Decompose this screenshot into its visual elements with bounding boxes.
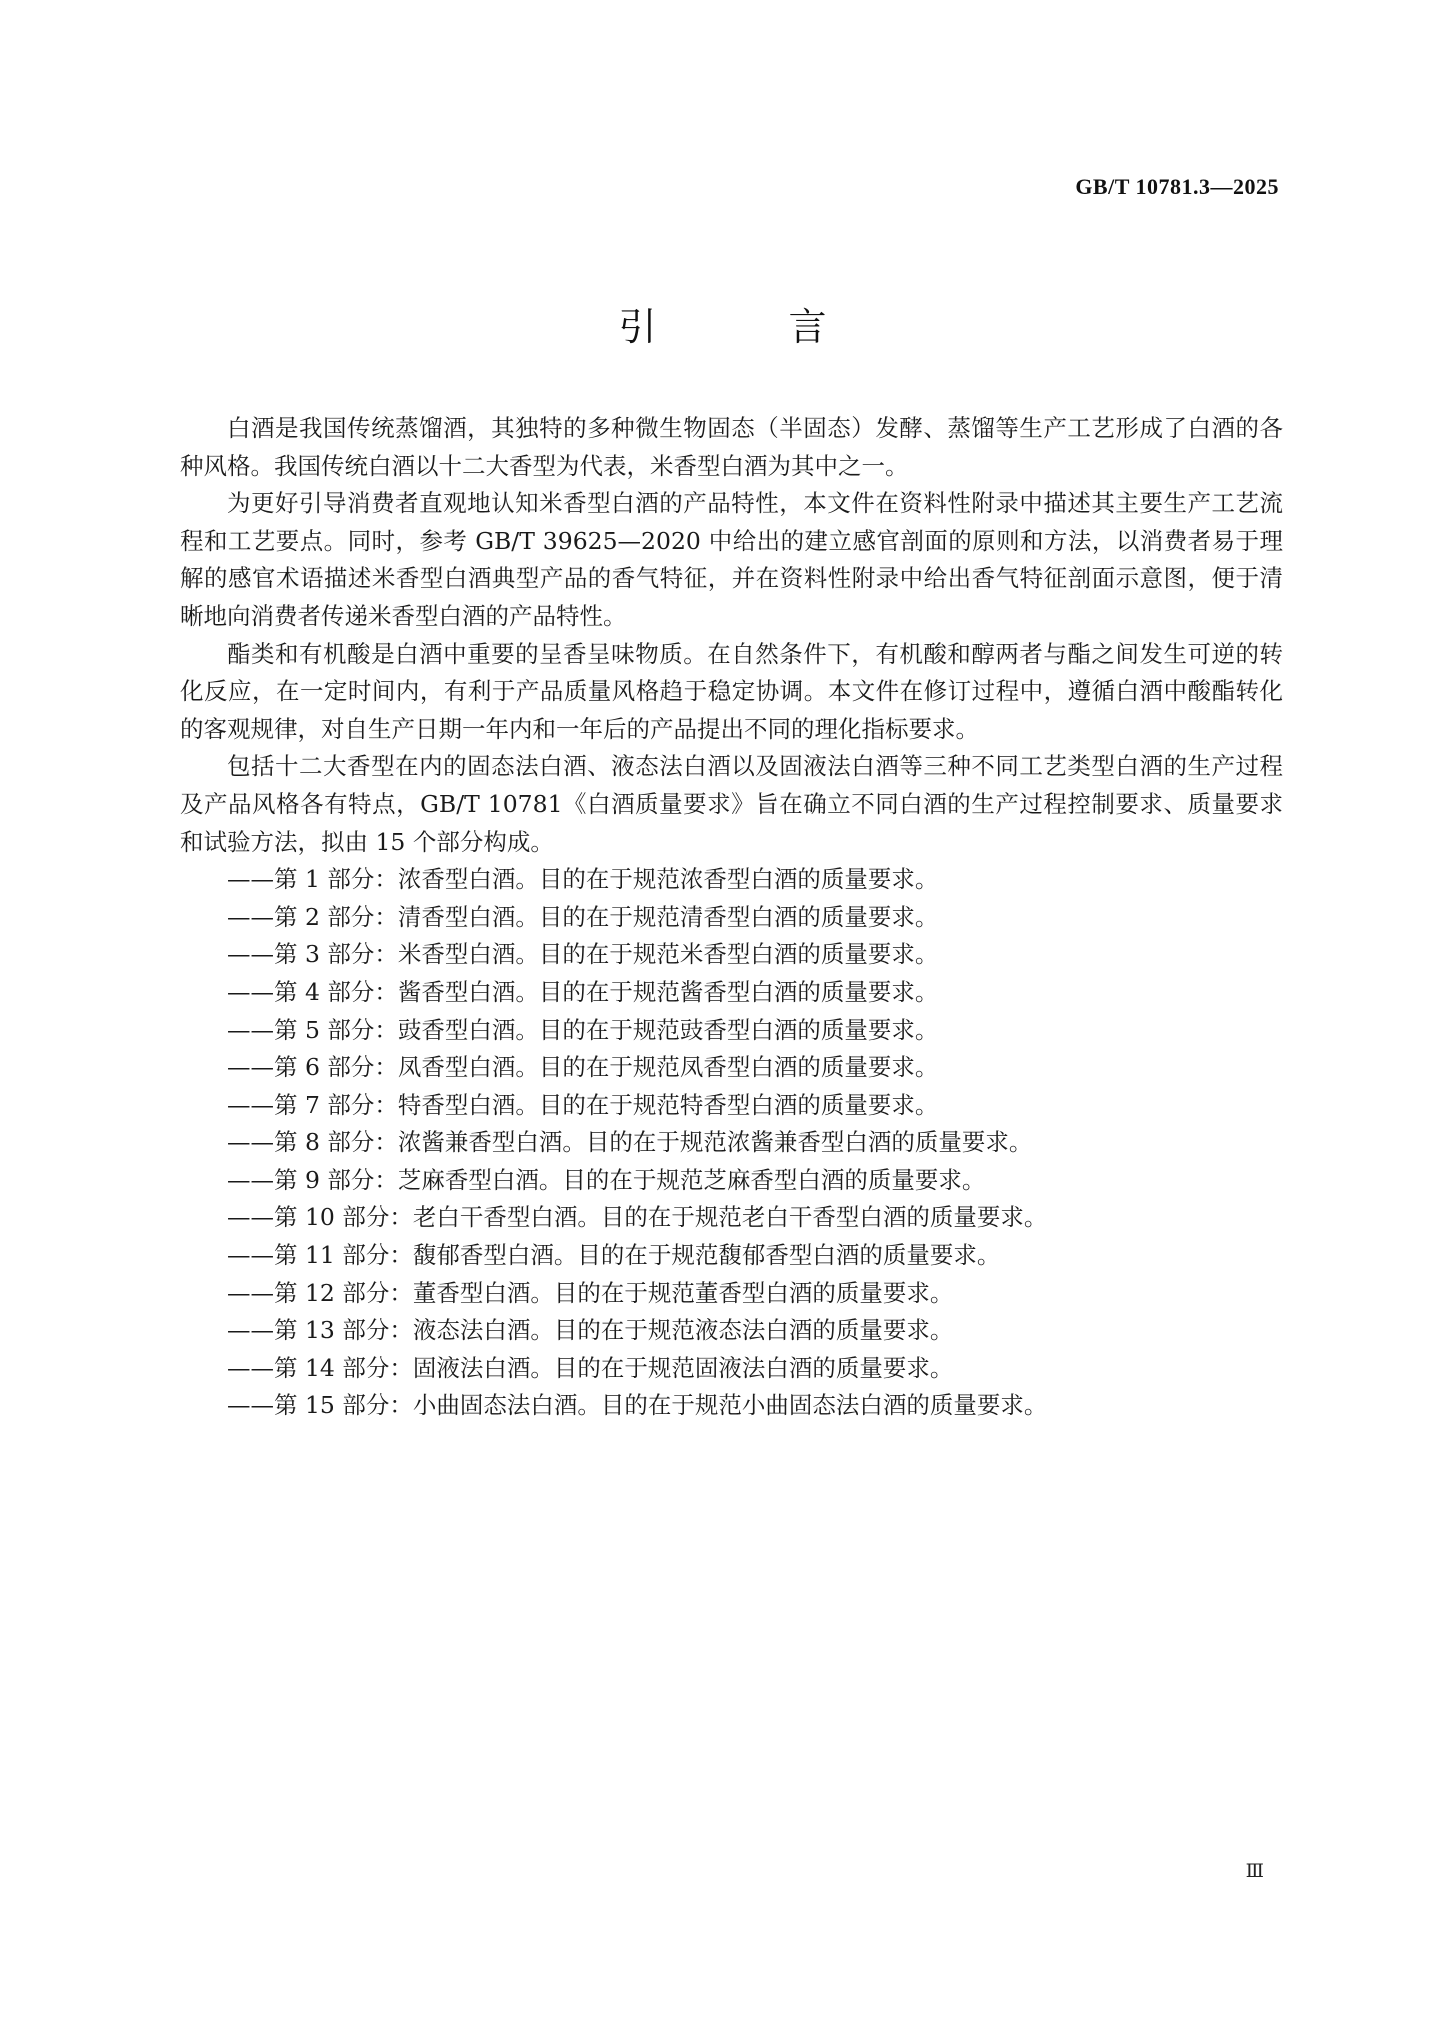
list-item: ——第 13 部分：液态法白酒。目的在于规范液态法白酒的质量要求。 — [227, 1316, 954, 1345]
list-item: ——第 2 部分：清香型白酒。目的在于规范清香型白酒的质量要求。 — [227, 902, 939, 931]
page-number: Ⅲ — [1245, 1860, 1263, 1882]
list-item: ——第 6 部分：凤香型白酒。目的在于规范凤香型白酒的质量要求。 — [227, 1053, 939, 1082]
list-item: ——第 11 部分：馥郁香型白酒。目的在于规范馥郁香型白酒的质量要求。 — [227, 1241, 1001, 1270]
list-item: ——第 4 部分：酱香型白酒。目的在于规范酱香型白酒的质量要求。 — [227, 977, 939, 1006]
paragraph: 白酒是我国传统蒸馏酒，其独特的多种微生物固态（半固态）发酵、蒸馏等生产工艺形成了白酒的各种风格。我国传统白酒以十二大香型为代表，米香型白酒为其中之一。 — [180, 414, 1283, 480]
list-item: ——第 5 部分：豉香型白酒。目的在于规范豉香型白酒的质量要求。 — [227, 1015, 939, 1044]
paragraph: 为更好引导消费者直观地认知米香型白酒的产品特性，本文件在资料性附录中描述其主要生产工艺流程和工艺要点。同时，参考 GB/T 39625—2020 中给出的建立感官剖面的原则和方法，以消费者易于理解的感官术语描述米香型白酒典型产品的香气特征，并在资料性附录中给出香气特征剖面示意图，便于清晰地向消费者传递米香型白酒的产品特性。 — [180, 489, 1283, 630]
list-item: ——第 15 部分：小曲固态法白酒。目的在于规范小曲固态法白酒的质量要求。 — [227, 1391, 1048, 1420]
list-item: ——第 12 部分：董香型白酒。目的在于规范董香型白酒的质量要求。 — [227, 1278, 954, 1307]
list-item: ——第 3 部分：米香型白酒。目的在于规范米香型白酒的质量要求。 — [227, 940, 939, 969]
page-title: 引 言 — [618, 305, 887, 349]
list-item: ——第 9 部分：芝麻香型白酒。目的在于规范芝麻香型白酒的质量要求。 — [227, 1165, 986, 1194]
list-item: ——第 14 部分：固液法白酒。目的在于规范固液法白酒的质量要求。 — [227, 1353, 954, 1382]
parts-list — [180, 861, 1283, 1425]
standard-number: GB/T 10781.3—2025 — [1075, 174, 1279, 199]
list-item: ——第 10 部分：老白干香型白酒。目的在于规范老白干香型白酒的质量要求。 — [227, 1203, 1048, 1232]
paragraph: 包括十二大香型在内的固态法白酒、液态法白酒以及固液法白酒等三种不同工艺类型白酒的生产过程及产品风格各有特点，GB/T 10781《白酒质量要求》旨在确立不同白酒的生产过程控制要求、质量要求和试验方法，拟由 15 个部分构成。 — [180, 752, 1283, 856]
paragraph: 酯类和有机酸是白酒中重要的呈香呈味物质。在自然条件下，有机酸和醇两者与酯之间发生可逆的转化反应，在一定时间内，有利于产品质量风格趋于稳定协调。本文件在修订过程中，遵循白酒中酸酯转化的客观规律，对自生产日期一年内和一年后的产品提出不同的理化指标要求。 — [180, 639, 1283, 743]
list-item: ——第 1 部分：浓香型白酒。目的在于规范浓香型白酒的质量要求。 — [227, 865, 939, 894]
document-body — [180, 410, 1283, 1425]
list-item: ——第 8 部分：浓酱兼香型白酒。目的在于规范浓酱兼香型白酒的质量要求。 — [227, 1128, 1033, 1157]
list-item: ——第 7 部分：特香型白酒。目的在于规范特香型白酒的质量要求。 — [227, 1090, 939, 1119]
